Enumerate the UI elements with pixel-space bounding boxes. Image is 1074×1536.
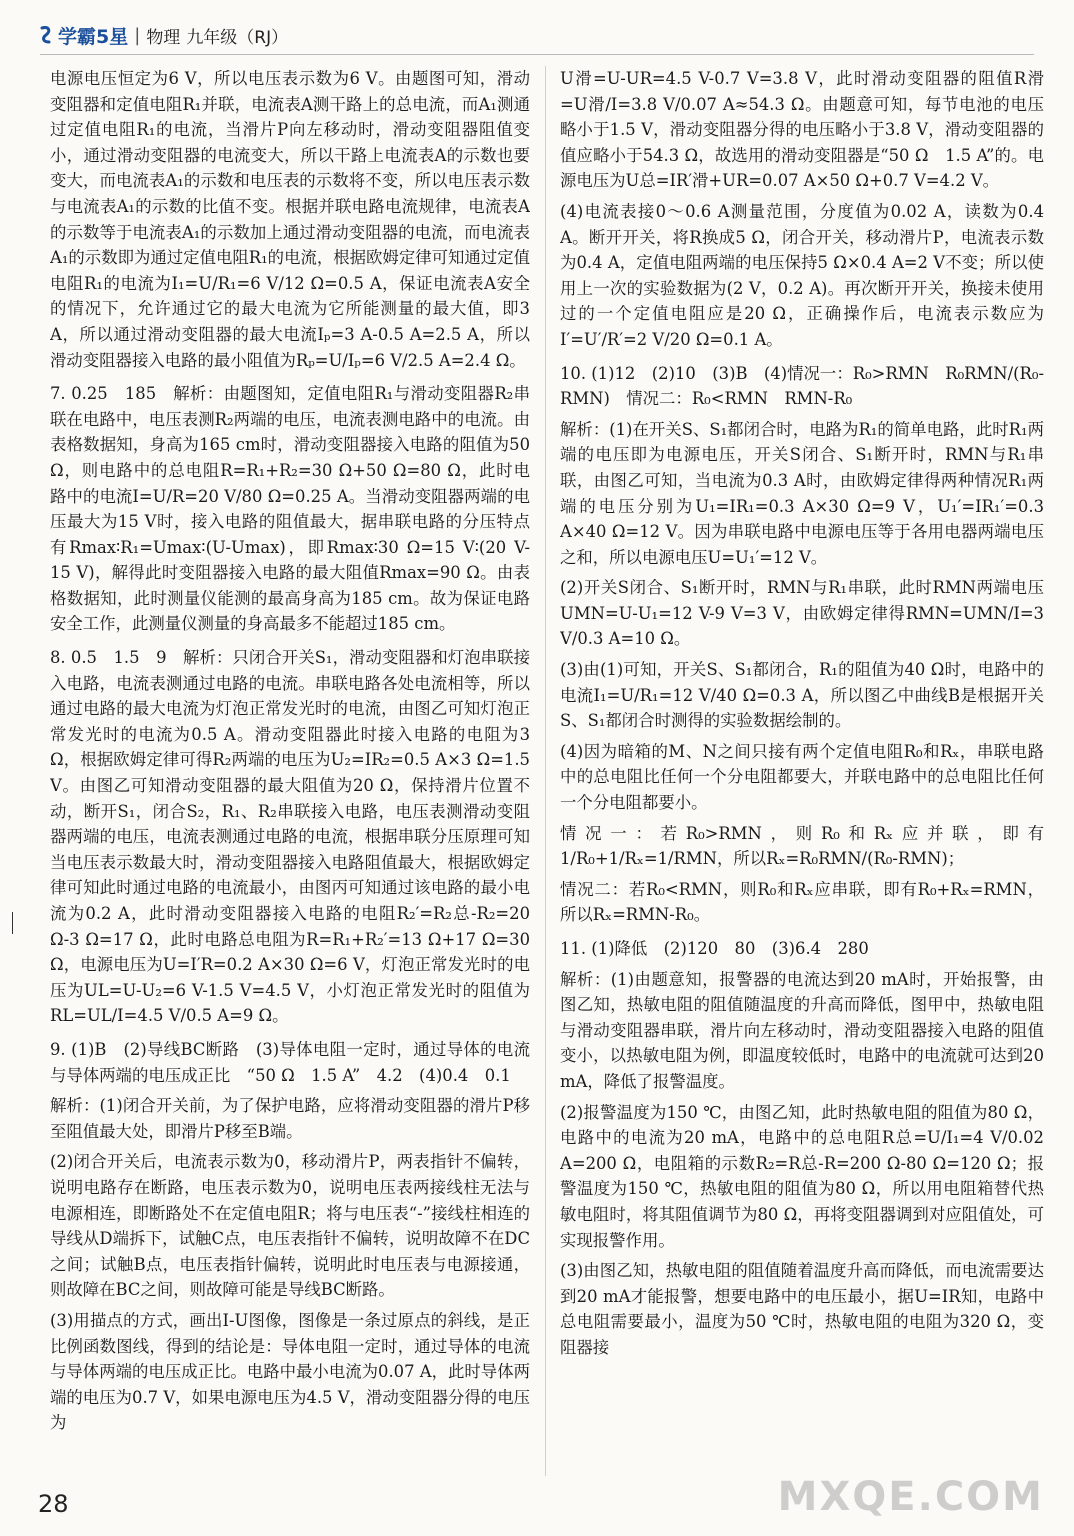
column-divider (545, 66, 546, 1476)
header-separator: | (134, 24, 141, 46)
answer-7: 7. 0.25 185 解析：由题图知，定值电阻R₁与滑动变阻器R₂串联在电路中，电压表测R₂两端的电压，电流表测电路中的电流。由表格数据知，身高为165 cm时，滑动变阻器接入电路的阻值为50 Ω，则电路中的总电阻R=R₁+R₂=30 Ω+50 Ω=80 Ω，此时电路中的电流I=U/R=20 V/80 Ω=0.25 A。当滑动变阻器两端的电压最大为15 V时，接入电路的阻值最大，据串联电路的分压特点有Rmax∶R₁=Umax∶(U-Umax)，即Rmax∶30 Ω=15 V∶(20 V-15 V)，解得此时变阻器接入电路的最大阻值Rmax=90 Ω。由表格数据知，此时测量仪能测的最高身高为185 cm。故为保证电路安全工作，此测量仪测量的身高最多不能超过185 cm。 (50, 384, 530, 634)
header-rule (40, 54, 1034, 55)
page-header (40, 18, 288, 52)
answer-11-analysis-2: (2)报警温度为150 ℃，由图乙知，此时热敏电阻的阻值为80 Ω，电路中的电流为20 mA，电路中的总电阻R总=U/I₁=4 V/0.02 A=200 Ω，电阻箱的示数R₂=R总-R=200 Ω-80 Ω=120 Ω；报警温度为150 ℃，热敏电阻的阻值为80 Ω，所以用电阻箱替代热敏电阻时，将其阻值调节为80 Ω，再将变阻器调到对应阻值处，可实现报警作用。 (560, 1102, 1044, 1250)
answer-11-analysis-1: 解析：(1)由题意知，报警器的电流达到20 mA时，开始报警，由图乙知，热敏电阻的阻值随温度的升高而降低，图甲中，热敏电阻与滑动变阻器串联，滑片向左移动时，滑动变阻器接入电路的阻值变小，以热敏电阻为例，即温度较低时，电路中的电流就可达到20 mA，降低了报警温度。 (560, 969, 1044, 1091)
answer-9-analysis-4: (4)电流表接0～0.6 A测量范围，分度值为0.02 A，读数为0.4 A。断开开关，将R换成5 Ω，闭合开关，移动滑片P，电流表示数为0.4 A，定值电阻两端的电压保持5 Ω×0.4 A=2 V不变；所以使用上一次的实验数据为(2 V，0.2 A)。再次断开开关，换接未使用过的一个定值电阻应是20 Ω，正确操作后，电流表示数应为I′=U′/R′=2 V/20 Ω=0.1 A。 (560, 201, 1044, 349)
answer-11-analysis-3: (3)由图乙知，热敏电阻的阻值随着温度升高而降低，而电流需要达到20 mA才能报警，想要电路中的电压最小，据U=IR知，电路中总电阻需要最小，温度为50 ℃时，热敏电阻的电阻为320 Ω，变阻器接 (560, 1261, 1044, 1357)
brand-name: 学霸5星 (58, 25, 129, 48)
answer-9-analysis-3: (3)用描点的方式，画出I-U图像，图像是一条过原点的斜线，是正比例函数图线，得到的结论是：导体电阻一定时，通过导体的电流与导体两端的电压成正比。电路中最小电流为0.07 A，此时导体两端的电压为0.7 V，如果电源电压为4.5 V，滑动变阻器分得的电压为 (50, 1310, 530, 1433)
answer-11: 11. (1)降低 (2)120 80 (3)6.4 280 (560, 939, 869, 958)
answer-9: 9. (1)B (2)导线BC断路 (3)导体电阻一定时，通过导体的电流与导体两端的电压成正比 “50 Ω 1.5 A” 4.2 (4)0.4 0.1 (50, 1039, 530, 1085)
answer-10-analysis-3: (3)由(1)可知，开关S、S₁都闭合，R₁的阻值为40 Ω时，电路中的电流I₁=U/R₁=12 V/40 Ω=0.3 A，所以图乙中曲线B是根据开关S、S₁都闭合时测得的实验数据绘制的。 (560, 660, 1044, 731)
watermark: MXQE.COM (777, 1474, 1044, 1520)
answer-10-analysis-2: (2)开关S闭合、S₁断开时，RMN与R₁串联，此时RMN两端电压UMN=U-U₁=12 V-9 V=3 V，由欧姆定律得RMN=UMN/I=3 V/0.3 A=10 Ω。 (560, 578, 1044, 649)
page-number: 28 (38, 1490, 69, 1518)
brand-logo-icon (40, 26, 52, 44)
answer-8: 8. 0.5 1.5 9 解析：只闭合开关S₁，滑动变阻器和灯泡串联接入电路，电流表测通过电路的电流。串联电路各处电流相等，所以通过电路的最大电流为灯泡正常发光时的电流，由图乙可知灯泡正常发光时的电流为0.5 A。滑动变阻器此时接入电路的电阻为3 Ω，根据欧姆定律可得R₂两端的电压为U₂=IR₂=0.5 A×3 Ω=1.5 V。由图乙可知滑动变阻器的最大阻值为20 Ω，保持滑片位置不动，断开S₁，闭合S₂，R₁、R₂串联接入电路，电压表测滑动变阻器两端的电压，电流表测通过电路的电流，根据串联分压原理可知当电压表示数最大时，滑动变阻器接入电路阻值最大，根据欧姆定律可知此时通过电路的电流最小，由图丙可知通过该电路的最小电流为0.2 A，此时滑动变阻器接入电路的电阻R₂′=R₂总-R₂=20 Ω-3 Ω=17 Ω，此时电路总电阻为R=R₁+R₂′=13 Ω+17 Ω=30 Ω，电源电压为U=I′R=0.2 A×30 Ω=6 V，灯泡正常发光时的电压为UL=U-U₂=6 V-1.5 V=4.5 V，小灯泡正常发光时的阻值为RL=UL/I=4.5 V/0.5 A=9 Ω。 (50, 648, 530, 1026)
grade-label: 九年级（RJ） (186, 27, 289, 48)
answer-10-case-2: 情况二：若R₀<RMN，则R₀和Rₓ应串联，即有R₀+Rₓ=RMN，所以Rₓ=RMN-R₀。 (560, 879, 1044, 925)
margin-mark (12, 912, 13, 934)
left-column (50, 66, 530, 1476)
answer-9-analysis-cont: U滑=U-UR=4.5 V-0.7 V=3.8 V，此时滑动变阻器的阻值R滑=U滑/I=3.8 V/0.07 A≈54.3 Ω。由题意可知，每节电池的电压略小于1.5 V，滑动变阻器分得的电压略小于3.8 V，滑动变阻器的值应略小于54.3 Ω，故选用的滑动变阻器是“50 Ω 1.5 A”的。电源电压为U总=IR′滑+UR=0.07 A×50 Ω+0.7 V=4.2 V。 (560, 69, 1044, 191)
answer-9-analysis-1: 解析：(1)闭合开关前，为了保护电路，应将滑动变阻器的滑片P移至阻值最大处，即滑片P移至B端。 (50, 1096, 530, 1141)
answer-10: 10. (1)12 (2)10 (3)B (4)情况一：R₀>RMN R₀RMN/(R₀-RMN) 情况二：R₀<RMN RMN-R₀ (560, 363, 1044, 409)
answer-10-analysis-4: (4)因为暗箱的M、N之间只接有两个定值电阻R₀和Rₓ，串联电路中的总电阻比任何一个分电阻都要大，并联电路中的总电阻比任何一个分电阻都要小。 (560, 741, 1044, 813)
subject-label: 物理 (146, 27, 181, 48)
right-column (560, 66, 1044, 1476)
answer-10-analysis-1: 解析：(1)在开关S、S₁都闭合时，电路为R₁的简单电路，此时R₁两端的电压即为电源电压，开关S闭合、S₁断开时，RMN与R₁串联，由图乙可知，当电流为0.3 A时，由欧姆定律得两种情况R₁两端的电压分别为U₁=IR₁=0.3 A×30 Ω=9 V，U₁′=IR₁′=0.3 A×40 Ω=12 V。因为串联电路中电源电压等于各用电器两端电压之和，所以电源电压U=U₁′=12 V。 (560, 419, 1044, 567)
answer-9-analysis-2: (2)闭合开关后，电流表示数为0，移动滑片P，两表指针不偏转，说明电路存在断路，电压表示数为0，说明电压表两接线柱无法与电源相连，即断路处不在定值电阻R；将与电压表“-”接线柱相连的导线从D端拆下，试触C点，电压表指针不偏转，说明故障不在DC之间；试触B点，电压表指针偏转，说明此时电压表与电源接通，则故障在BC之间，则故障可能是导线BC断路。 (50, 1152, 530, 1300)
paragraph-carryover: 电源电压恒定为6 V，所以电压表示数为6 V。由题图可知，滑动变阻器和定值电阻R₁并联，电流表A测干路上的总电流，而A₁测通过定值电阻R₁的电流，当滑片P向左移动时，滑动变阻器阻值变小，通过滑动变阻器的电流变大，所以干路上电流表A的示数也要变大，而电流表A₁的示数和电压表的示数将不变，所以电压表示数与电流表A₁的示数的比值不变。根据并联电路电流规律，电流表A的示数等于电流表A₁的示数加上通过滑动变阻器的电流，而电流表A₁的示数即为通过定值电阻R₁的电流，根据欧姆定律可知通过定值电阻R₁的电流为I₁=U/R₁=6 V/12 Ω=0.5 A，保证电流表A安全的情况下，允许通过它的最大电流为它所能测量的最大值，即3 A，所以通过滑动变阻器的最大电流Iₚ=3 A-0.5 A=2.5 A，所以滑动变阻器接入电路的最小阻值为Rₚ=U/Iₚ=6 V/2.5 A=2.4 Ω。 (50, 69, 530, 370)
answer-10-case-1: 情况一：若R₀>RMN，则R₀和Rₓ应并联，即有1/R₀+1/Rₓ=1/RMN，所以Rₓ=R₀RMN/(R₀-RMN)； (560, 823, 1044, 869)
